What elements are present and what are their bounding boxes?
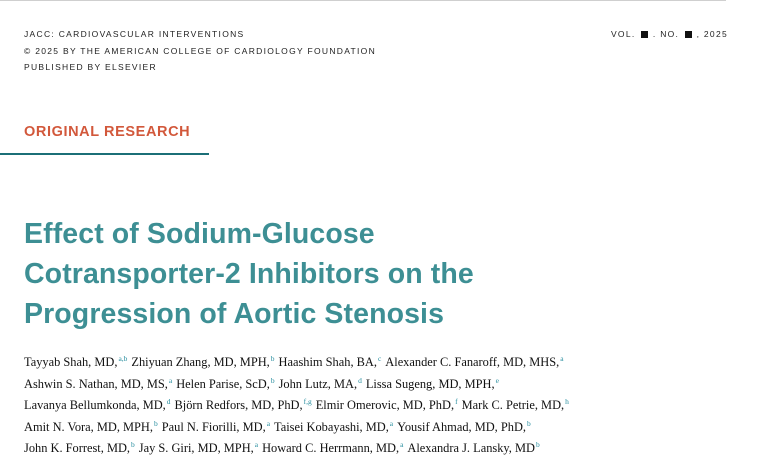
author <box>279 355 382 369</box>
author-name: Haashim Shah, BA, <box>278 355 377 369</box>
journal-name: JACC: CARDIOVASCULAR INTERVENTIONS <box>24 29 245 39</box>
author <box>462 398 569 412</box>
author <box>162 420 270 434</box>
affiliation-superscript[interactable]: f,g <box>303 397 312 406</box>
author <box>175 398 312 412</box>
author <box>139 441 258 455</box>
affiliation-superscript[interactable]: a <box>168 375 173 385</box>
author-line <box>24 393 744 415</box>
author-name: Tayyab Shah, MD, <box>24 355 118 369</box>
copyright-line: © 2025 BY THE AMERICAN COLLEGE OF CARDIOLOGY FOUNDATION <box>24 45 377 56</box>
author <box>131 355 274 369</box>
author-line <box>24 372 744 394</box>
affiliation-superscript[interactable]: b <box>270 375 275 385</box>
author-name: Lavanya Bellumkonda, MD, <box>24 398 166 412</box>
affiliation-superscript[interactable]: c <box>377 354 382 363</box>
author-name: Lissa Sugeng, MD, MPH, <box>365 376 495 391</box>
author-name: Mark C. Petrie, MD, <box>461 398 565 412</box>
author <box>385 355 563 369</box>
affiliation-superscript[interactable]: b <box>535 440 540 449</box>
author-line <box>24 436 744 458</box>
affiliation-superscript[interactable]: d <box>358 375 362 385</box>
author <box>24 355 127 369</box>
year-label: , 2025 <box>696 29 728 39</box>
author <box>24 377 172 391</box>
affiliation-superscript[interactable]: f <box>455 397 458 406</box>
author <box>274 420 393 434</box>
author-name: Elmir Omerovic, MD, PhD, <box>315 398 455 412</box>
author <box>316 398 458 412</box>
author-name: Alexander C. Fanaroff, MD, MHS, <box>385 355 560 369</box>
issue-info <box>611 26 728 43</box>
title-line: Effect of Sodium-Glucose <box>24 218 375 250</box>
author <box>24 441 135 455</box>
volume-label: VOL. <box>610 29 636 39</box>
affiliation-superscript[interactable]: a <box>266 418 271 428</box>
affiliation-superscript[interactable]: h <box>565 397 569 406</box>
affiliation-superscript[interactable]: b <box>270 354 275 363</box>
author <box>24 398 171 412</box>
affiliation-superscript[interactable]: a <box>560 354 564 363</box>
affiliation-superscript[interactable]: b <box>527 418 531 428</box>
author-name: Björn Redfors, MD, PhD, <box>174 398 303 412</box>
article-title <box>24 214 724 334</box>
author-name: Yousif Ahmad, MD, PhD, <box>397 419 527 434</box>
author-name: John Lutz, MA, <box>278 376 358 391</box>
journal-meta <box>24 26 376 76</box>
affiliation-superscript[interactable]: a <box>400 440 404 449</box>
section-label: ORIGINAL RESEARCH <box>24 124 191 140</box>
author <box>279 377 362 391</box>
author-name: Paul N. Fiorilli, MD, <box>161 419 266 434</box>
author-name: Helen Parise, ScD, <box>176 376 270 391</box>
author-name: Jay S. Giri, MD, MPH, <box>138 441 254 455</box>
author <box>407 441 539 455</box>
publisher-line: PUBLISHED BY ELSEVIER <box>24 62 157 72</box>
author <box>24 420 158 434</box>
author-line <box>24 350 744 372</box>
author-name: Taisei Kobayashi, MD, <box>274 419 389 434</box>
affiliation-superscript[interactable]: b <box>153 418 158 428</box>
number-label: . NO. <box>652 29 680 39</box>
author-name: John K. Forrest, MD, <box>24 441 131 455</box>
affiliation-superscript[interactable]: a <box>254 440 259 449</box>
section-divider <box>0 153 209 155</box>
author-name: Zhiyuan Zhang, MD, MPH, <box>131 355 270 369</box>
author-list <box>24 350 744 458</box>
top-divider <box>0 0 726 1</box>
author <box>366 377 499 391</box>
author-line <box>24 415 744 437</box>
author-name: Alexandra J. Lansky, MD <box>407 441 535 455</box>
volume-placeholder-icon <box>641 31 648 38</box>
author <box>262 441 403 455</box>
affiliation-superscript[interactable]: d <box>166 397 171 406</box>
title-line: Cotransporter-2 Inhibitors on the <box>24 258 474 290</box>
author-name: Amit N. Vora, MD, MPH, <box>24 419 153 434</box>
affiliation-superscript[interactable]: a <box>389 418 394 428</box>
author <box>176 377 274 391</box>
affiliation-superscript[interactable]: b <box>131 440 135 449</box>
author <box>397 420 531 434</box>
title-line: Progression of Aortic Stenosis <box>24 298 445 330</box>
author-name: Howard C. Herrmann, MD, <box>262 441 400 455</box>
affiliation-superscript[interactable]: e <box>495 375 499 385</box>
affiliation-superscript[interactable]: a,b <box>118 354 128 363</box>
number-placeholder-icon <box>685 31 692 38</box>
author-name: Ashwin S. Nathan, MD, MS, <box>24 376 168 391</box>
